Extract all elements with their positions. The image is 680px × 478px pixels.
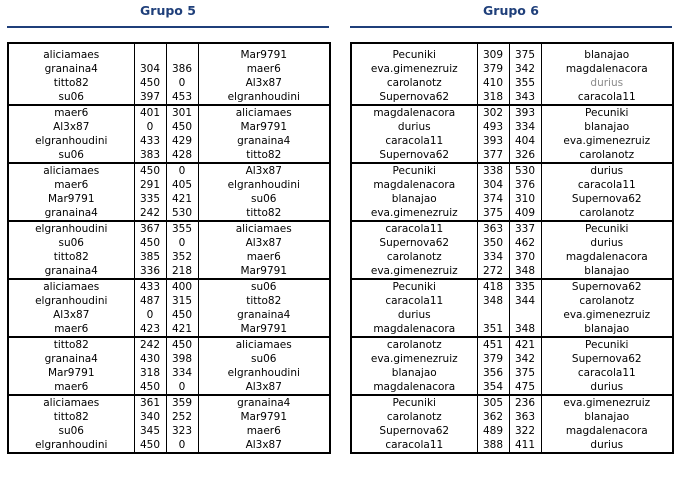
home-player: magdalenacora: [373, 323, 456, 335]
home-score: 361: [134, 395, 166, 410]
away-player: Mar9791: [240, 265, 288, 277]
away-player: magdalenacora: [565, 425, 648, 437]
home-player: Pecuniki: [351, 163, 477, 178]
away-player: su06: [198, 279, 330, 294]
match-row: [8, 308, 330, 322]
away-player: Pecuniki: [541, 221, 673, 236]
match-row: [8, 192, 330, 206]
match-row: [351, 148, 673, 163]
home-player: Pecuniki: [351, 279, 477, 294]
away-score: 342: [509, 352, 541, 366]
away-score: 352: [166, 250, 198, 264]
home-player: caracola11: [385, 439, 444, 451]
home-score: 304: [134, 62, 166, 76]
home-player: durius: [397, 121, 431, 133]
match-row: [8, 134, 330, 148]
away-player: Al3x87: [245, 439, 282, 451]
home-score: 450: [134, 163, 166, 178]
home-player: aliciamaes: [43, 49, 100, 61]
away-score: [166, 48, 198, 62]
home-score: 335: [134, 192, 166, 206]
match-row: [351, 134, 673, 148]
home-score: 377: [477, 148, 509, 163]
away-player: durius: [590, 439, 624, 451]
away-score: 450: [166, 337, 198, 352]
home-score: 345: [134, 424, 166, 438]
away-score: 404: [509, 134, 541, 148]
home-score: 302: [477, 105, 509, 120]
match-row: [351, 120, 673, 134]
match-row: [8, 48, 330, 62]
home-score: 272: [477, 264, 509, 279]
away-player: aliciamaes: [198, 105, 330, 120]
home-player: titto82: [53, 251, 89, 263]
home-player: eva.gimenezruiz: [370, 265, 458, 277]
away-player: Al3x87: [198, 163, 330, 178]
match-row: [8, 294, 330, 308]
match-row: [351, 178, 673, 192]
away-score: 348: [509, 322, 541, 337]
match-row: [8, 380, 330, 395]
match-row: [351, 294, 673, 308]
home-score: 348: [477, 294, 509, 308]
match-row: [8, 206, 330, 221]
home-player: elgranhoudini: [35, 439, 108, 451]
away-score: 386: [166, 62, 198, 76]
away-score: 218: [166, 264, 198, 279]
home-player: Supernova62: [379, 149, 450, 161]
group-panel-5: [7, 0, 329, 451]
away-player: durius: [590, 381, 624, 393]
home-score: 242: [134, 337, 166, 352]
home-score: 318: [134, 366, 166, 380]
away-player: aliciamaes: [198, 337, 330, 352]
home-score: 489: [477, 424, 509, 438]
away-score: 335: [509, 279, 541, 294]
away-player: Mar9791: [240, 411, 288, 423]
home-player: eva.gimenezruiz: [370, 63, 458, 75]
away-player: Al3x87: [245, 77, 282, 89]
away-score: 421: [509, 337, 541, 352]
home-player: maer6: [54, 323, 89, 335]
away-player: Pecuniki: [541, 105, 673, 120]
away-score: 429: [166, 134, 198, 148]
home-player: elgranhoudini: [35, 135, 108, 147]
away-score: 359: [166, 395, 198, 410]
home-score: 242: [134, 206, 166, 221]
match-row: [351, 90, 673, 105]
away-score: 0: [166, 380, 198, 395]
home-player: carolanotz: [386, 411, 442, 423]
home-score: 379: [477, 62, 509, 76]
away-player: maer6: [246, 425, 281, 437]
title-underline: [350, 26, 672, 28]
away-player: carolanotz: [579, 207, 635, 219]
match-row: [8, 105, 330, 120]
away-score: 428: [166, 148, 198, 163]
away-score: 348: [509, 264, 541, 279]
away-score: 376: [509, 178, 541, 192]
away-player: su06: [251, 193, 277, 205]
match-row: [8, 438, 330, 453]
away-score: 530: [509, 163, 541, 178]
home-player: Supernova62: [379, 425, 450, 437]
match-row: [8, 76, 330, 90]
home-score: 451: [477, 337, 509, 352]
match-row: [8, 322, 330, 337]
match-row: [351, 163, 673, 178]
away-player: titto82: [246, 207, 282, 219]
away-player: blanajao: [584, 265, 630, 277]
home-player: su06: [58, 91, 84, 103]
match-row: [351, 250, 673, 264]
group-title: Grupo 5: [140, 3, 196, 18]
match-row: [8, 236, 330, 250]
title-underline: [7, 26, 329, 28]
away-player: durius: [590, 77, 624, 89]
match-row: [351, 279, 673, 294]
home-score: 397: [134, 90, 166, 105]
home-player: Pecuniki: [351, 395, 477, 410]
away-player: durius: [541, 163, 673, 178]
away-player: su06: [251, 353, 277, 365]
match-row: [8, 424, 330, 438]
away-score: [509, 308, 541, 322]
home-score: 0: [134, 308, 166, 322]
home-player: caracola11: [385, 135, 444, 147]
away-score: 398: [166, 352, 198, 366]
away-score: 322: [509, 424, 541, 438]
away-player: magdalenacora: [565, 251, 648, 263]
home-score: 401: [134, 105, 166, 120]
away-player: titto82: [246, 295, 282, 307]
away-player: blanajao: [584, 323, 630, 335]
home-score: 450: [134, 380, 166, 395]
away-player: blanajao: [584, 49, 630, 61]
home-score: 354: [477, 380, 509, 395]
home-player: maer6: [54, 381, 89, 393]
home-score: 350: [477, 236, 509, 250]
home-score: 336: [134, 264, 166, 279]
home-player: granaina4: [44, 265, 98, 277]
away-score: 375: [509, 48, 541, 62]
home-score: 304: [477, 178, 509, 192]
match-row: [351, 221, 673, 236]
match-row: [8, 279, 330, 294]
home-player: su06: [58, 237, 84, 249]
home-player: caracola11: [385, 295, 444, 307]
home-score: 334: [477, 250, 509, 264]
away-player: caracola11: [577, 367, 636, 379]
group-panel-6: [350, 0, 672, 451]
away-score: 301: [166, 105, 198, 120]
home-player: Mar9791: [47, 193, 95, 205]
away-player: Al3x87: [245, 237, 282, 249]
home-player: eva.gimenezruiz: [370, 353, 458, 365]
away-player: carolanotz: [579, 149, 635, 161]
home-player: elgranhoudini: [8, 221, 134, 236]
away-score: 475: [509, 380, 541, 395]
away-player: caracola11: [577, 179, 636, 191]
away-score: 334: [509, 120, 541, 134]
away-score: 0: [166, 438, 198, 453]
away-score: 355: [509, 76, 541, 90]
away-score: 405: [166, 178, 198, 192]
match-row: [351, 366, 673, 380]
home-score: 291: [134, 178, 166, 192]
away-player: granaina4: [237, 135, 291, 147]
match-row: [351, 308, 673, 322]
home-player: Pecuniki: [392, 49, 436, 61]
away-player: blanajao: [584, 121, 630, 133]
home-score: 363: [477, 221, 509, 236]
home-player: titto82: [53, 411, 89, 423]
match-row: [8, 264, 330, 279]
away-score: 344: [509, 294, 541, 308]
home-player: maer6: [54, 179, 89, 191]
home-score: 450: [134, 76, 166, 90]
away-score: 323: [166, 424, 198, 438]
match-row: [8, 178, 330, 192]
home-player: maer6: [8, 105, 134, 120]
away-player: elgranhoudini: [227, 179, 300, 191]
away-player: granaina4: [237, 309, 291, 321]
home-score: 418: [477, 279, 509, 294]
home-score: 318: [477, 90, 509, 105]
away-score: 252: [166, 410, 198, 424]
home-score: 423: [134, 322, 166, 337]
home-player: aliciamaes: [8, 163, 134, 178]
match-row: [351, 424, 673, 438]
away-player: Mar9791: [240, 49, 288, 61]
home-score: 433: [134, 279, 166, 294]
match-row: [8, 62, 330, 76]
home-player: Al3x87: [53, 121, 90, 133]
away-score: 355: [166, 221, 198, 236]
away-player: aliciamaes: [198, 221, 330, 236]
match-row: [351, 76, 673, 90]
home-player: Mar9791: [47, 367, 95, 379]
home-player: Supernova62: [379, 237, 450, 249]
match-row: [8, 410, 330, 424]
away-score: 334: [166, 366, 198, 380]
away-player: magdalenacora: [565, 63, 648, 75]
away-player: eva.gimenezruiz: [541, 395, 673, 410]
away-score: 315: [166, 294, 198, 308]
away-player: maer6: [246, 251, 281, 263]
home-score: 450: [134, 236, 166, 250]
away-player: Mar9791: [240, 323, 288, 335]
away-score: 411: [509, 438, 541, 453]
home-player: aliciamaes: [8, 395, 134, 410]
results-table: [7, 42, 331, 454]
home-player: su06: [58, 425, 84, 437]
match-row: [351, 192, 673, 206]
home-score: [477, 308, 509, 322]
away-player: Supernova62: [541, 279, 673, 294]
match-row: [351, 395, 673, 410]
home-score: 379: [477, 352, 509, 366]
away-score: 453: [166, 90, 198, 105]
away-score: 337: [509, 221, 541, 236]
home-score: 338: [477, 163, 509, 178]
match-row: [351, 105, 673, 120]
home-player: durius: [397, 309, 431, 321]
away-player: eva.gimenezruiz: [563, 135, 651, 147]
away-player: maer6: [246, 63, 281, 75]
match-row: [8, 163, 330, 178]
home-player: magdalenacora: [373, 179, 456, 191]
home-player: carolanotz: [386, 77, 442, 89]
match-row: [8, 352, 330, 366]
match-row: [8, 337, 330, 352]
group-title: Grupo 6: [483, 3, 539, 18]
away-score: 450: [166, 120, 198, 134]
home-score: 450: [134, 438, 166, 453]
away-score: 409: [509, 206, 541, 221]
away-score: 0: [166, 163, 198, 178]
match-row: [351, 380, 673, 395]
home-score: 351: [477, 322, 509, 337]
away-score: 400: [166, 279, 198, 294]
away-score: 342: [509, 62, 541, 76]
home-player: magdalenacora: [351, 105, 477, 120]
away-player: Pecuniki: [541, 337, 673, 352]
match-row: [8, 90, 330, 105]
away-score: 393: [509, 105, 541, 120]
away-score: 236: [509, 395, 541, 410]
home-player: su06: [58, 149, 84, 161]
match-row: [8, 221, 330, 236]
match-row: [351, 337, 673, 352]
home-player: elgranhoudini: [35, 295, 108, 307]
home-score: [134, 48, 166, 62]
away-player: carolanotz: [579, 295, 635, 307]
home-player: blanajao: [391, 193, 437, 205]
match-row: [351, 322, 673, 337]
match-row: [8, 250, 330, 264]
home-score: 430: [134, 352, 166, 366]
match-row: [351, 206, 673, 221]
away-score: 363: [509, 410, 541, 424]
match-row: [8, 395, 330, 410]
home-score: 393: [477, 134, 509, 148]
home-player: eva.gimenezruiz: [370, 207, 458, 219]
home-score: 433: [134, 134, 166, 148]
home-score: 374: [477, 192, 509, 206]
home-score: 367: [134, 221, 166, 236]
home-player: Al3x87: [53, 309, 90, 321]
home-player: aliciamaes: [8, 279, 134, 294]
home-score: 388: [477, 438, 509, 453]
home-player: granaina4: [44, 353, 98, 365]
home-score: 487: [134, 294, 166, 308]
match-row: [8, 148, 330, 163]
away-player: elgranhoudini: [227, 367, 300, 379]
results-table: [350, 42, 674, 454]
away-score: 375: [509, 366, 541, 380]
away-score: 421: [166, 192, 198, 206]
away-score: 0: [166, 76, 198, 90]
match-row: [351, 48, 673, 62]
away-player: Supernova62: [571, 193, 642, 205]
away-score: 421: [166, 322, 198, 337]
away-player: granaina4: [198, 395, 330, 410]
away-score: 326: [509, 148, 541, 163]
home-player: carolanotz: [351, 337, 477, 352]
home-player: granaina4: [44, 63, 98, 75]
home-score: 362: [477, 410, 509, 424]
away-player: elgranhoudini: [227, 91, 300, 103]
away-score: 530: [166, 206, 198, 221]
away-score: 450: [166, 308, 198, 322]
away-player: eva.gimenezruiz: [563, 309, 651, 321]
away-score: 343: [509, 90, 541, 105]
away-score: 0: [166, 236, 198, 250]
away-score: 462: [509, 236, 541, 250]
home-score: 340: [134, 410, 166, 424]
home-score: 0: [134, 120, 166, 134]
home-player: caracola11: [351, 221, 477, 236]
home-player: titto82: [8, 337, 134, 352]
away-player: caracola11: [577, 91, 636, 103]
match-row: [351, 62, 673, 76]
home-score: 410: [477, 76, 509, 90]
match-row: [351, 264, 673, 279]
away-player: Mar9791: [240, 121, 288, 133]
away-score: 370: [509, 250, 541, 264]
home-player: blanajao: [391, 367, 437, 379]
away-player: durius: [590, 237, 624, 249]
home-score: 356: [477, 366, 509, 380]
home-score: 309: [477, 48, 509, 62]
away-player: Supernova62: [571, 353, 642, 365]
home-score: 385: [134, 250, 166, 264]
home-player: magdalenacora: [373, 381, 456, 393]
home-player: carolanotz: [386, 251, 442, 263]
home-score: 375: [477, 206, 509, 221]
match-row: [351, 352, 673, 366]
home-player: granaina4: [44, 207, 98, 219]
match-row: [351, 410, 673, 424]
home-score: 493: [477, 120, 509, 134]
away-player: Al3x87: [245, 381, 282, 393]
match-row: [351, 438, 673, 453]
match-row: [8, 120, 330, 134]
away-player: blanajao: [584, 411, 630, 423]
home-player: titto82: [53, 77, 89, 89]
home-score: 383: [134, 148, 166, 163]
away-score: 310: [509, 192, 541, 206]
away-player: titto82: [246, 149, 282, 161]
match-row: [8, 366, 330, 380]
home-score: 305: [477, 395, 509, 410]
match-row: [351, 236, 673, 250]
home-player: Supernova62: [379, 91, 450, 103]
